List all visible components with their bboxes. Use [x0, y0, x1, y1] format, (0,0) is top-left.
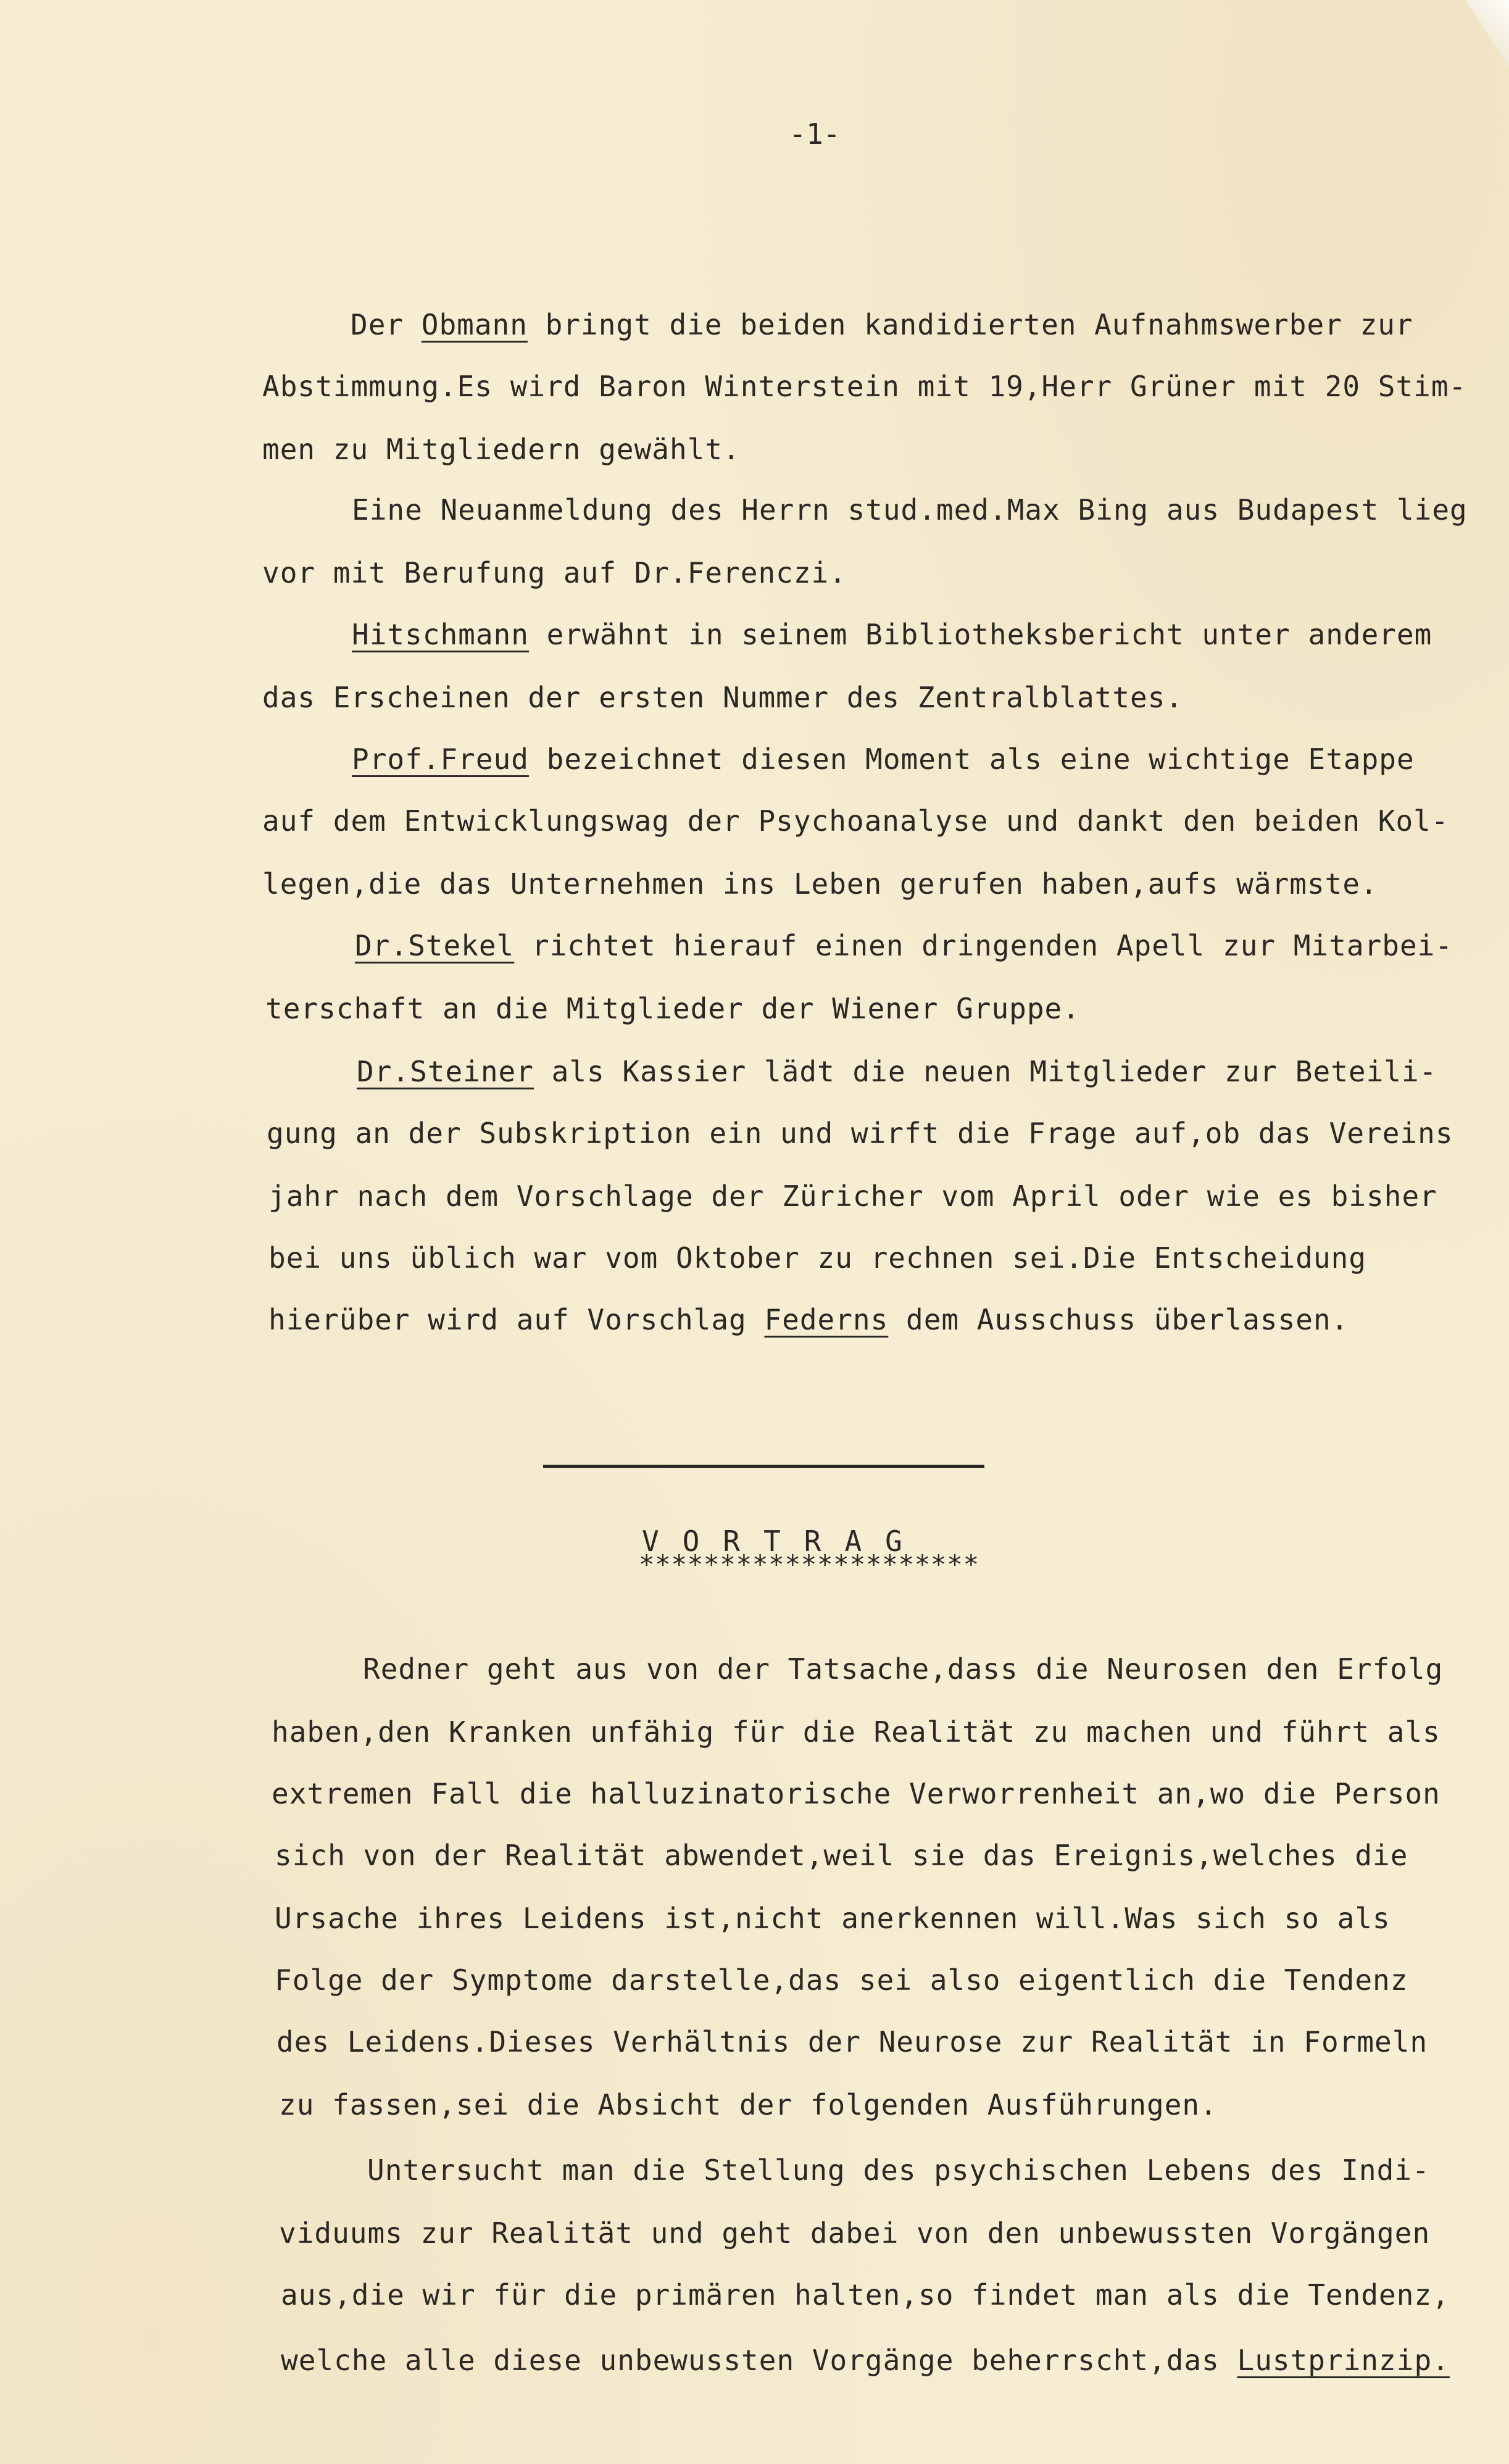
- text-line: hierüber wird auf Vorschlag Federns dem Ausschuss überlassen.: [268, 1303, 1349, 1336]
- text-line: Folge der Symptome darstelle,das sei also eigentlich die Tendenz: [275, 1963, 1408, 1997]
- speaker-name: Obmann: [421, 308, 528, 341]
- text-line: bei uns üblich war vom Oktober zu rechnen sei.Die Entscheidung: [268, 1241, 1367, 1275]
- text-line: Dr.Steiner als Kassier lädt die neuen Mitglieder zur Beteili-: [357, 1055, 1437, 1088]
- text-line: extremen Fall die halluzinatorische Verworrenheit an,wo die Person: [272, 1777, 1440, 1810]
- text-line: viduums zur Realität und geht dabei von den unbewussten Vorgängen: [279, 2216, 1431, 2250]
- text-line: sich von der Realität abwendet,weil sie das Ereignis,welches die: [275, 1839, 1408, 1872]
- text-line: Abstimmung.Es wird Baron Winterstein mit 19,Herr Grüner mit 20 Stim-: [262, 370, 1467, 403]
- text-line: vor mit Berufung auf Dr.Ferenczi.: [262, 556, 847, 589]
- section-heading: VORTRAG: [642, 1525, 926, 1558]
- text-line: das Erscheinen der ersten Nummer des Zentralblattes.: [262, 681, 1184, 714]
- text-line: Redner geht aus von der Tatsache,dass die Neurosen den Erfolg: [363, 1652, 1444, 1686]
- text-line: Hitschmann erwähnt in seinem Bibliotheksbericht unter anderem: [352, 618, 1432, 651]
- text-line: aus,die wir für die primären halten,so findet man als die Tendenz,: [281, 2278, 1450, 2312]
- speaker-name: Prof.Freud: [352, 743, 529, 776]
- speaker-name: Dr.Stekel: [355, 929, 515, 962]
- key-term: Lustprinzip.: [1237, 2344, 1450, 2377]
- heading-stars: *********************: [639, 1549, 980, 1580]
- text-line: Der Obmann bringt die beiden kandidierten Aufnahmswerber zur: [351, 308, 1413, 341]
- text-line: Eine Neuanmeldung des Herrn stud.med.Max Bing aus Budapest lieg: [352, 493, 1468, 527]
- text-line: auf dem Entwicklungswag der Psychoanalyse und dankt den beiden Kol-: [262, 804, 1449, 838]
- paper-corner: [1466, 0, 1509, 68]
- text-line: legen,die das Unternehmen ins Leben gerufen haben,aufs wärmste.: [262, 867, 1378, 901]
- text-line: Ursache ihres Leidens ist,nicht anerkennen will.Was sich so als: [275, 1902, 1391, 1935]
- text-line: gung an der Subskription ein und wirft die Frage auf,ob das Vereins: [267, 1117, 1453, 1150]
- section-divider: [543, 1465, 984, 1468]
- speaker-name: Hitschmann: [352, 618, 529, 651]
- speaker-name: Dr.Steiner: [357, 1055, 534, 1088]
- text-line: zu fassen,sei die Absicht der folgenden Ausführungen.: [279, 2088, 1218, 2121]
- page-number: -1-: [789, 117, 841, 151]
- text-line: welche alle diese unbewussten Vorgänge beherrscht,das Lustprinzip.: [281, 2344, 1450, 2377]
- text-line: haben,den Kranken unfähig für die Realität zu machen und führt als: [272, 1715, 1440, 1749]
- text-line: des Leidens.Dieses Verhältnis der Neurose zur Realität in Formeln: [276, 2025, 1428, 2058]
- text-line: jahr nach dem Vorschlage der Züricher vom April oder wie es bisher: [268, 1180, 1437, 1213]
- text-line: men zu Mitgliedern gewählt.: [262, 433, 741, 466]
- text-line: Prof.Freud bezeichnet diesen Moment als eine wichtige Etappe: [352, 743, 1415, 776]
- text-line: terschaft an die Mitglieder der Wiener Gruppe.: [265, 992, 1080, 1025]
- text-line: Untersucht man die Stellung des psychischen Lebens des Indi-: [367, 2154, 1430, 2187]
- text-line: Dr.Stekel richtet hierauf einen dringenden Apell zur Mitarbei-: [355, 929, 1453, 962]
- speaker-name: Federns: [764, 1303, 889, 1336]
